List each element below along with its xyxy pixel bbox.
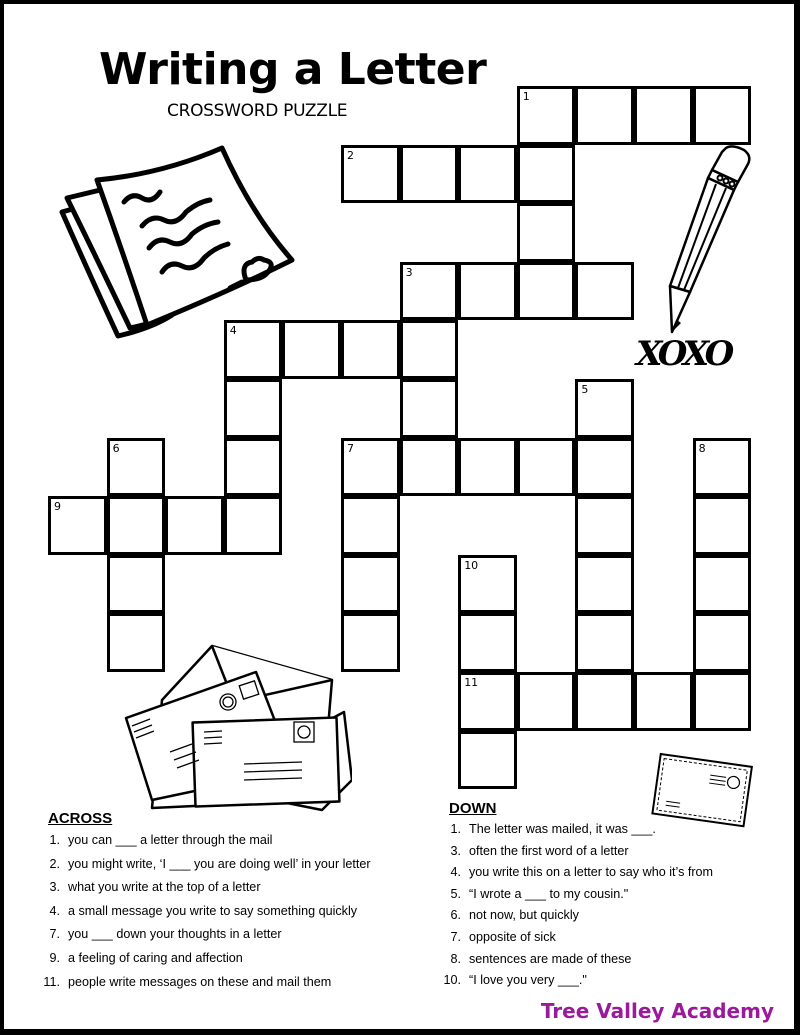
across-clue bbox=[38, 880, 261, 894]
clue-number: 5. bbox=[450, 886, 461, 901]
crossword-cell[interactable] bbox=[517, 203, 576, 262]
across-heading: ACROSS bbox=[48, 810, 113, 827]
crossword-cell[interactable] bbox=[341, 613, 400, 672]
clue-text: The letter was mailed, it was ___. bbox=[469, 822, 656, 836]
across-clue bbox=[38, 904, 357, 918]
crossword-cell[interactable] bbox=[341, 320, 400, 379]
crossword-cell[interactable] bbox=[458, 555, 517, 614]
page-title: Writing a Letter bbox=[99, 44, 487, 95]
crossword-cell[interactable] bbox=[575, 379, 634, 438]
crossword-cell[interactable] bbox=[341, 555, 400, 614]
clue-text: a small message you write to say something quickly bbox=[68, 903, 358, 918]
crossword-cell[interactable] bbox=[517, 672, 576, 731]
clue-number: 3. bbox=[450, 843, 461, 858]
crossword-cell[interactable] bbox=[693, 613, 752, 672]
brand-logo-text: Tree Valley Academy bbox=[540, 999, 774, 1023]
crossword-cell[interactable] bbox=[458, 262, 517, 321]
crossword-cell[interactable] bbox=[341, 496, 400, 555]
across-clue bbox=[38, 975, 331, 989]
clue-text: you write this on a letter to say who it’s from bbox=[469, 865, 714, 880]
clue-number: 3 bbox=[405, 265, 413, 279]
crossword-cell[interactable] bbox=[282, 320, 341, 379]
crossword-cell[interactable] bbox=[458, 613, 517, 672]
crossword-cell[interactable] bbox=[107, 555, 166, 614]
crossword-cell[interactable] bbox=[575, 555, 634, 614]
crossword-cell[interactable] bbox=[107, 438, 166, 497]
clue-number: 6. bbox=[450, 908, 461, 923]
crossword-cell[interactable] bbox=[458, 731, 517, 790]
clue-number: 9 bbox=[54, 500, 61, 514]
clue-number: 3. bbox=[49, 880, 60, 895]
clue-text: people write messages on these and mail them bbox=[68, 974, 332, 989]
crossword-cell[interactable] bbox=[458, 672, 517, 731]
clue-text: you can ___ a letter through the mail bbox=[68, 833, 273, 847]
crossword-cell[interactable] bbox=[341, 438, 400, 497]
clue-number: 6 bbox=[112, 441, 120, 455]
crossword-cell[interactable] bbox=[341, 145, 400, 204]
envelope-stamp-icon bbox=[646, 746, 756, 836]
clue-text: not now, but quickly bbox=[469, 908, 579, 923]
clue-text: you might write, ‘I ___ you are doing well’ in your letter bbox=[68, 856, 371, 871]
crossword-cell[interactable] bbox=[48, 496, 107, 555]
clue-number: 10 bbox=[464, 558, 479, 572]
crossword-cell[interactable] bbox=[224, 438, 283, 497]
clue-number: 1. bbox=[450, 822, 461, 836]
crossword-cell[interactable] bbox=[400, 145, 459, 204]
clue-number: 8 bbox=[698, 441, 706, 455]
crossword-cell[interactable] bbox=[224, 496, 283, 555]
down-clue bbox=[439, 930, 556, 944]
crossword-cell[interactable] bbox=[693, 496, 752, 555]
crossword-cell[interactable] bbox=[634, 672, 693, 731]
xoxo-text: XOXO bbox=[636, 334, 731, 374]
crossword-cell[interactable] bbox=[634, 86, 693, 145]
pencil-icon bbox=[668, 142, 758, 342]
clue-number: 8. bbox=[450, 951, 461, 966]
crossword-cell[interactable] bbox=[107, 613, 166, 672]
down-clue bbox=[439, 908, 579, 922]
crossword-cell[interactable] bbox=[575, 496, 634, 555]
clue-number: 10. bbox=[443, 973, 461, 988]
crossword-cell[interactable] bbox=[224, 320, 283, 379]
letter-pages-icon bbox=[52, 140, 312, 340]
crossword-cell[interactable] bbox=[693, 672, 752, 731]
crossword-cell[interactable] bbox=[400, 379, 459, 438]
clue-number: 4. bbox=[450, 865, 461, 880]
page-subtitle: CROSSWORD PUZZLE bbox=[167, 101, 348, 121]
clue-text: you ___ down your thoughts in a letter bbox=[68, 927, 282, 942]
crossword-cell[interactable] bbox=[517, 262, 576, 321]
clue-number: 2. bbox=[49, 856, 60, 871]
crossword-cell[interactable] bbox=[693, 438, 752, 497]
crossword-cell[interactable] bbox=[517, 86, 576, 145]
crossword-cell[interactable] bbox=[575, 613, 634, 672]
clue-number: 1. bbox=[49, 833, 60, 847]
clue-number: 1 bbox=[522, 90, 530, 103]
crossword-cell[interactable] bbox=[224, 379, 283, 438]
crossword-cell[interactable] bbox=[517, 145, 576, 204]
clue-number: 7. bbox=[49, 927, 60, 942]
down-clue bbox=[439, 865, 713, 879]
across-clue bbox=[38, 927, 282, 941]
crossword-cell[interactable] bbox=[107, 496, 166, 555]
crossword-cell[interactable] bbox=[575, 672, 634, 731]
down-clue bbox=[439, 973, 587, 987]
clue-number: 5 bbox=[581, 383, 589, 396]
crossword-cell[interactable] bbox=[400, 262, 459, 321]
crossword-cell[interactable] bbox=[458, 438, 517, 497]
down-clue bbox=[439, 952, 631, 966]
down-heading: DOWN bbox=[449, 800, 497, 817]
across-clue bbox=[38, 951, 243, 965]
clue-text: sentences are made of these bbox=[469, 951, 632, 966]
clue-text: opposite of sick bbox=[469, 930, 556, 944]
crossword-cell[interactable] bbox=[693, 555, 752, 614]
crossword-cell[interactable] bbox=[575, 438, 634, 497]
clue-text: what you write at the top of a letter bbox=[68, 880, 261, 895]
worksheet-page bbox=[4, 4, 794, 1029]
clue-text: a feeling of caring and affection bbox=[68, 951, 243, 965]
down-clue bbox=[439, 844, 629, 858]
across-clue bbox=[38, 833, 272, 847]
clue-number: 2 bbox=[347, 148, 354, 162]
down-clue bbox=[439, 887, 628, 901]
clue-text: “I wrote a ___ to my cousin." bbox=[469, 886, 629, 901]
clue-number: 7 bbox=[347, 441, 354, 455]
clue-text: often the first word of a letter bbox=[469, 843, 629, 858]
clue-number: 4. bbox=[49, 903, 60, 918]
crossword-cell[interactable] bbox=[165, 496, 224, 555]
clue-number: 4 bbox=[229, 324, 237, 338]
clue-number: 11. bbox=[43, 974, 60, 989]
crossword-cell[interactable] bbox=[575, 262, 634, 321]
crossword-cell[interactable] bbox=[693, 86, 752, 145]
crossword-cell[interactable] bbox=[575, 86, 634, 145]
clue-number: 11 bbox=[464, 676, 479, 689]
crossword-cell[interactable] bbox=[458, 145, 517, 204]
clue-number: 7. bbox=[450, 930, 461, 944]
across-clue bbox=[38, 857, 371, 871]
crossword-cell[interactable] bbox=[400, 438, 459, 497]
clue-number: 9. bbox=[49, 951, 60, 965]
crossword-cell[interactable] bbox=[400, 320, 459, 379]
down-clue bbox=[439, 822, 656, 836]
clue-text: “I love you very ___." bbox=[469, 973, 587, 988]
crossword-cell[interactable] bbox=[517, 438, 576, 497]
